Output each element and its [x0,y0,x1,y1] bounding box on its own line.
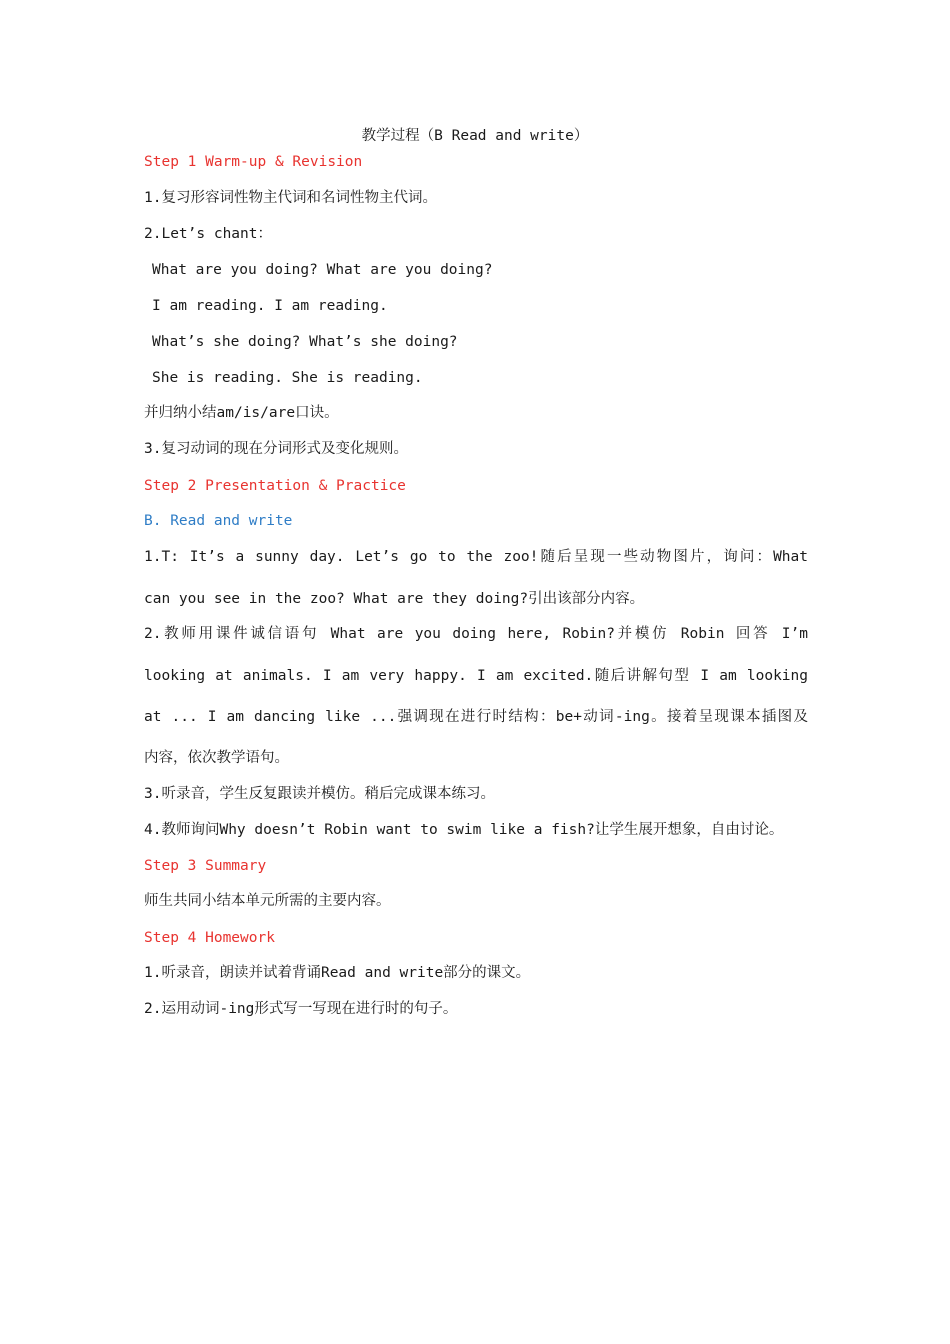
step1-item-3: 3.复习动词的现在分词形式及变化规则。 [144,441,408,457]
step2-item-2-line: 2.教师用课件诚信语句 What are you doing here, Robin?并模仿 Robin 回答 I’m [144,626,808,642]
step3-heading: Step 3 Summary [144,858,267,874]
step2-heading: Step 2 Presentation & Practice [144,478,406,494]
page-title: 教学过程（B Read and write） [361,128,589,144]
chant-line: She is reading. She is reading. [152,370,423,386]
step2-item-2-line: 内容，依次教学语句。 [144,750,289,766]
step3-item: 师生共同小结本单元所需的主要内容。 [144,893,391,909]
step1-item-2: 2.Let’s chant： [144,226,272,242]
step2-item-1-line: can you see in the zoo? What are they doing?引出该部分内容。 [144,591,645,607]
step4-item-1: 1.听录音，朗读并试着背诵Read and write部分的课文。 [144,965,531,981]
step2-item-1-line: 1.T: It’s a sunny day. Let’s go to the zoo!随后呈现一些动物图片，询问：What [144,549,808,565]
step4-item-2: 2.运用动词-ing形式写一写现在进行时的句子。 [144,1001,458,1017]
step1-summary: 并归纳小结am/is/are口诀。 [144,405,339,421]
step2-subheading: B. Read and write [144,513,293,529]
step2-item-4: 4.教师询问Why doesn’t Robin want to swim like a fish?让学生展开想象，自由讨论。 [144,822,784,838]
step2-item-3: 3.听录音，学生反复跟读并模仿。稍后完成课本练习。 [144,786,495,802]
step2-item-2-line: at ... I am dancing like ...强调现在进行时结构：be+动词-ing。接着呈现课本插图及 [144,709,808,725]
step4-heading: Step 4 Homework [144,930,275,946]
chant-line: I am reading. I am reading. [152,298,388,314]
step1-item-1: 1.复习形容词性物主代词和名词性物主代词。 [144,190,437,206]
step1-heading: Step 1 Warm-up & Revision [144,154,363,170]
chant-line: What’s she doing? What’s she doing? [152,334,458,350]
chant-line: What are you doing? What are you doing? [152,262,493,278]
step2-item-2-line: looking at animals. I am very happy. I am excited.随后讲解句型 I am looking [144,668,808,684]
